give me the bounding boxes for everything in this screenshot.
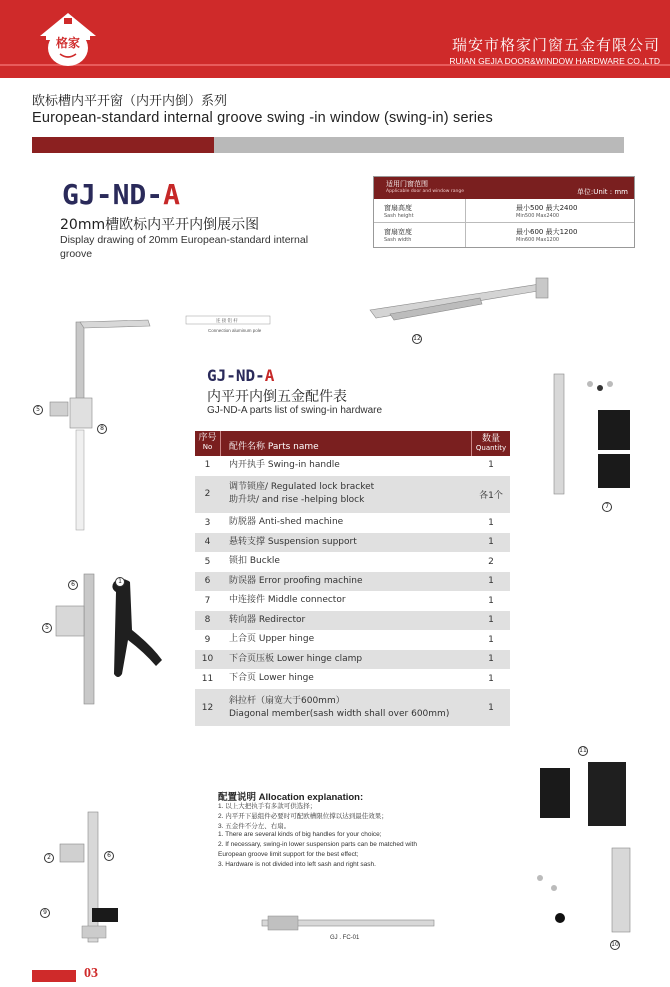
- row-no: 1: [204, 460, 211, 471]
- upper-hinge-illustration: [548, 370, 638, 500]
- range-label-en: Sash height: [384, 213, 414, 219]
- header-divider: [220, 431, 221, 456]
- row-qty: 1: [488, 615, 494, 626]
- row-name: [229, 514, 469, 533]
- row-no: 12: [201, 702, 214, 713]
- swing-in-handle-illustration: [52, 570, 172, 710]
- row-name-line1: 中连接件 Middle connector: [229, 595, 346, 606]
- row-no: 4: [204, 537, 211, 548]
- row-qty: 1: [488, 460, 494, 471]
- row-qty: 1: [488, 634, 494, 645]
- company-name-en: RUIAN GEJIA DOOR&WINDOW HARDWARE CO.,LTD: [449, 56, 660, 66]
- range-row: [374, 199, 634, 223]
- table-row: [195, 514, 510, 534]
- callout-11: 11: [579, 747, 587, 754]
- allocation-line: 3. 五金件不分左、右扇。: [218, 823, 291, 830]
- row-name-line1: 防脱器 Anti-shed machine: [229, 517, 344, 528]
- row-name-line1: 锁扣 Buckle: [229, 556, 280, 567]
- row-no: 6: [204, 576, 211, 587]
- parts-title-en: GJ-ND-A parts list of swing-in hardware: [207, 405, 383, 416]
- row-qty: 2: [488, 556, 494, 567]
- range-row-label: [374, 223, 466, 247]
- row-no: 5: [204, 556, 211, 567]
- row-name: [229, 592, 469, 611]
- range-value-en: Min500 Max2400: [516, 213, 560, 219]
- row-name-line1: 下合页压板 Lower hinge clamp: [229, 653, 363, 664]
- row-qty: 1: [488, 537, 494, 548]
- company-logo-icon: [36, 10, 100, 70]
- row-name-line1: 内开执手 Swing-in handle: [229, 459, 340, 470]
- table-row: [195, 553, 510, 573]
- callout-5b: 2: [44, 853, 54, 863]
- range-title-en: Applicable door and window range: [386, 189, 464, 194]
- allocation-line: 2. If necessary, swing-in lower suspension parts can be matched with: [218, 841, 417, 848]
- model-code-prefix: GJ-ND-: [62, 178, 164, 211]
- table-row: [195, 476, 510, 514]
- row-no: 11: [201, 673, 214, 684]
- callout-9: 7: [602, 502, 612, 512]
- table-row: [195, 611, 510, 631]
- row-name-line1: 下合页 Lower hinge: [229, 673, 314, 684]
- lower-hinge-illustration: [520, 748, 650, 948]
- allocation-title: 配置说明 Allocation explanation:: [218, 792, 364, 803]
- callout-12: 12: [413, 335, 421, 342]
- row-name-line1: 转向器 Redirector: [229, 614, 306, 625]
- row-name-line1: 防误器 Error proofing machine: [229, 575, 363, 586]
- parts-table-header: [195, 431, 510, 456]
- row-name-line1: 上合页 Upper hinge: [229, 634, 315, 645]
- callout-7: 6: [68, 580, 78, 590]
- logo-text: 格家: [55, 36, 81, 50]
- table-row: [195, 689, 510, 727]
- row-name-line2: Diagonal member(sash width shall over 600mm): [229, 708, 450, 719]
- row-name-line2: 助升块/ and rise -helping block: [229, 495, 365, 505]
- header-name: 配件名称 Parts name: [229, 442, 319, 452]
- allocation-line: 1. 以上大把执手有多款可供选择；: [218, 803, 317, 810]
- header-no-en: No: [202, 443, 213, 451]
- range-label-cn: 窗扇宽度: [384, 228, 412, 236]
- allocation-line: 3. Hardware is not divided into left sash and right sash.: [218, 861, 376, 868]
- row-name: [229, 533, 469, 552]
- table-row: [195, 631, 510, 651]
- row-name-line1: 斜拉杆（扇宽大于600mm）: [229, 695, 345, 706]
- row-no: 9: [204, 634, 211, 645]
- header-qty-cn: 数量: [481, 434, 500, 444]
- page-header: [0, 0, 670, 78]
- range-table-header: [374, 177, 634, 199]
- row-no: 7: [204, 595, 211, 606]
- allocation-line: 2. 内平开下悬组件必要时可配欧槽限位撑以达到最佳效果；: [218, 813, 388, 820]
- callout-6: 5: [42, 623, 52, 633]
- row-name: [229, 689, 469, 726]
- divider-gray: [214, 137, 624, 153]
- row-name: [229, 650, 469, 669]
- row-name: [229, 670, 469, 689]
- series-title-en: European-standard internal groove swing -in window (swing-in) series: [32, 110, 493, 126]
- range-label-en: Sash width: [384, 237, 412, 243]
- range-value-en: Min600 Max1200: [516, 237, 560, 243]
- model-code-suffix: A: [163, 178, 181, 211]
- row-name: [229, 553, 469, 572]
- diagonal-member-illustration: [258, 912, 438, 936]
- table-row: [195, 533, 510, 553]
- callout-3: 9: [40, 908, 50, 918]
- fc01-label: GJ . FC-01: [330, 935, 360, 941]
- row-no: 3: [204, 517, 211, 528]
- row-qty: 1: [488, 517, 494, 528]
- parts-model-code: [207, 366, 274, 385]
- row-no: 2: [204, 489, 211, 499]
- row-name: [229, 631, 469, 650]
- range-value: 最小600 最大1200: [516, 228, 578, 236]
- parts-title-cn: 内平开内倒五金配件表: [207, 389, 347, 405]
- row-qty: 各1个: [479, 490, 503, 501]
- row-qty: 1: [488, 576, 494, 587]
- handle-drive-rod-illustration: [40, 310, 160, 530]
- header-no-cn: 序号: [198, 433, 217, 443]
- row-qty: 1: [488, 702, 494, 713]
- display-title-en: Display drawing of 20mm European-standard internal groove: [60, 234, 309, 260]
- range-table: [373, 176, 635, 248]
- range-value: 最小500 最大2400: [516, 204, 578, 212]
- row-no: 8: [204, 615, 211, 626]
- row-name-line1: 调节锁座/ Regulated lock bracket: [229, 482, 375, 492]
- table-row: [195, 592, 510, 612]
- range-label-cn: 窗扇高度: [384, 204, 412, 212]
- page-footer-bar: [32, 970, 76, 982]
- parts-code-suffix: A: [264, 366, 275, 385]
- table-row: [195, 456, 510, 476]
- lock-bracket-illustration: [40, 808, 150, 948]
- range-row-label: [374, 199, 466, 223]
- callout-1: 1: [115, 577, 125, 587]
- divider-red: [32, 137, 214, 153]
- allocation-line: 1. There are several kinds of big handles for your choice;: [218, 831, 382, 838]
- row-name: [229, 476, 469, 513]
- callout-8: 8: [97, 424, 107, 434]
- table-row: [195, 650, 510, 670]
- page-number: 03: [84, 966, 98, 981]
- company-name-cn: 瑞安市格家门窗五金有限公司: [451, 36, 660, 54]
- table-row: [195, 572, 510, 592]
- row-no: 10: [201, 654, 214, 665]
- callout-6b: 6: [104, 851, 114, 861]
- row-qty: 1: [488, 595, 494, 606]
- row-name: [229, 611, 469, 630]
- parts-code-prefix: GJ-ND-: [207, 366, 265, 385]
- suspension-support-illustration: [360, 262, 560, 332]
- row-qty: 1: [488, 673, 494, 684]
- parts-table: [195, 431, 510, 727]
- range-row: [374, 223, 634, 247]
- header-qty-en: Quantity: [475, 444, 507, 452]
- row-name: [229, 572, 469, 591]
- table-row: [195, 670, 510, 690]
- range-title-cn: 适用门窗范围: [386, 180, 428, 188]
- series-title-cn: 欧标槽内平开窗（内开内倒）系列: [32, 94, 228, 109]
- conn-pole-label-cn: 连 接 铝 杆: [216, 318, 238, 323]
- range-unit: 单位:Unit : mm: [576, 188, 628, 196]
- display-title-cn: 20mm槽欧标内平开内倒展示图: [60, 217, 260, 233]
- header-qty: [472, 435, 510, 453]
- callout-5: 5: [33, 405, 43, 415]
- row-name: [229, 456, 469, 475]
- allocation-line: European groove limit support for the best effect;: [218, 851, 359, 858]
- row-qty: 1: [488, 654, 494, 665]
- header-no: [195, 434, 220, 452]
- callout-10: 10: [611, 941, 619, 948]
- conn-pole-label-en: Connection aluminum pole: [208, 328, 262, 333]
- model-code: [62, 178, 180, 211]
- row-name-line1: 悬转支撑 Suspension support: [229, 536, 357, 547]
